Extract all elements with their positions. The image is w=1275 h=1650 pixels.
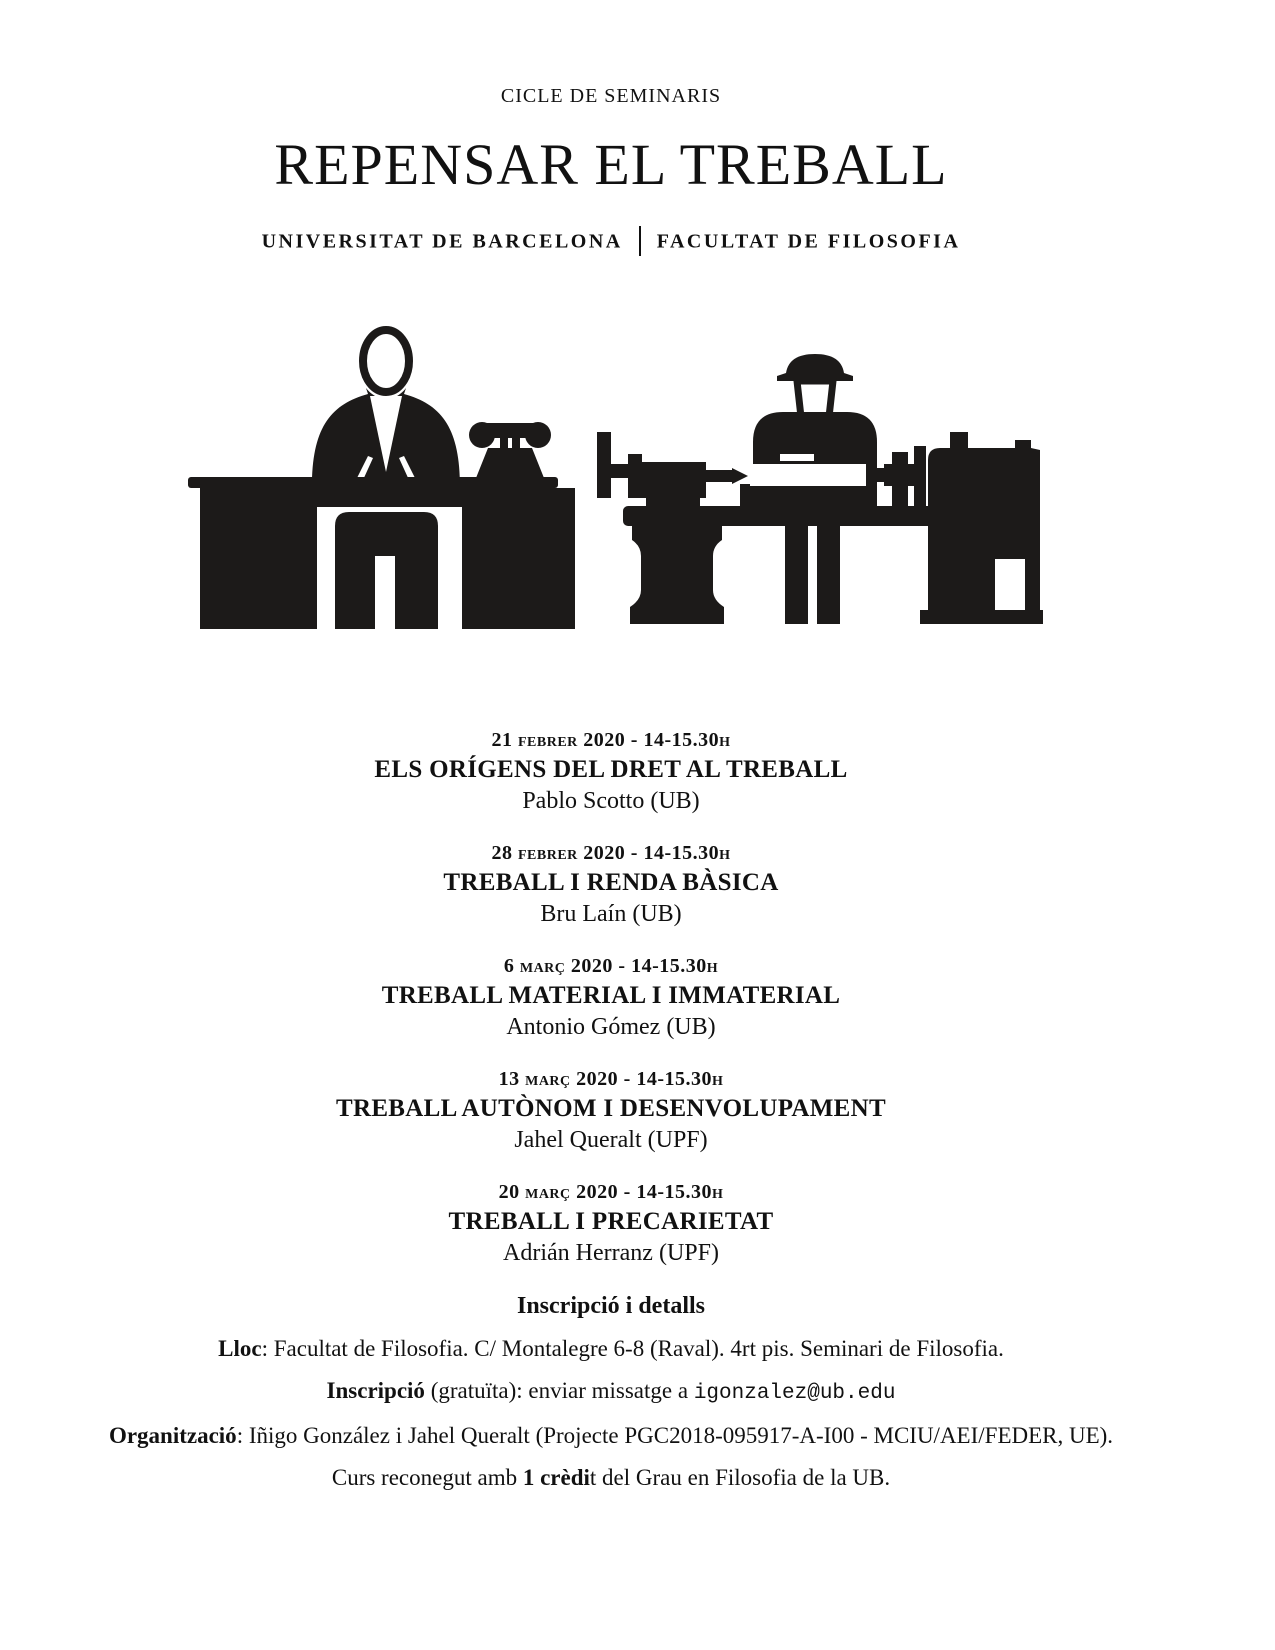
credit-post: t del Grau en Filosofia de la UB.	[589, 1465, 891, 1490]
organization-line	[0, 1422, 1222, 1450]
telephone-icon	[469, 422, 551, 478]
seminar-item	[0, 952, 1222, 1042]
credit-pre: Curs reconegut amb	[331, 1465, 523, 1490]
subtitle-university: UNIVERSITAT DE BARCELONA	[261, 230, 623, 253]
seminar-item	[0, 1178, 1222, 1268]
seminar-speaker: Adrián Herranz (UPF)	[503, 1240, 719, 1266]
registration-label: Inscripció	[326, 1378, 425, 1403]
organization-label: Organització	[108, 1423, 237, 1448]
seminar-title: TREBALL MATERIAL I IMMATERIAL	[381, 982, 841, 1009]
seminar-speaker: Bru Laín (UB)	[540, 901, 682, 927]
seminar-title: ELS ORÍGENS DEL DRET AL TREBALL	[374, 756, 848, 783]
credit-bold: 1 crèdi	[522, 1465, 590, 1490]
seminar-date: 21 febrer 2020 - 14-15.30h	[491, 729, 731, 751]
seminar-date: 20 març 2020 - 14-15.30h	[498, 1181, 724, 1203]
details-heading: Inscripció i detalls	[516, 1293, 705, 1319]
seminar-speaker: Jahel Queralt (UPF)	[514, 1127, 708, 1153]
desk-shape	[188, 477, 575, 629]
seminar-date: 13 març 2020 - 14-15.30h	[498, 1068, 724, 1090]
page-title: REPENSAR EL TREBALL	[274, 132, 948, 197]
seminar-title: TREBALL I RENDA BÀSICA	[443, 869, 779, 896]
seminar-item	[0, 1065, 1222, 1155]
registration-line	[0, 1377, 1222, 1408]
location-label: Lloc	[218, 1336, 262, 1361]
worker-desk-lathe-illustration	[180, 304, 1043, 630]
seminar-speaker: Pablo Scotto (UB)	[522, 788, 700, 814]
organization-text: : Iñigo González i Jahel Queralt (Projecte PGC2018-095917-A-I00 - MCIU/AEI/FEDER, UE).	[236, 1423, 1114, 1448]
man-at-desk-pictogram	[312, 330, 460, 482]
subtitle-faculty: FACULTAT DE FILOSOFIA	[656, 230, 961, 253]
registration-email: igonzalez@ub.edu	[693, 1382, 896, 1405]
location-line	[0, 1335, 1222, 1363]
credit-line	[0, 1464, 1222, 1492]
kicker: CICLE DE SEMINARIS	[500, 85, 722, 107]
seminar-item	[0, 726, 1222, 816]
subtitle	[0, 228, 1222, 258]
seminar-date: 28 febrer 2020 - 14-15.30h	[491, 842, 731, 864]
seminar-date: 6 març 2020 - 14-15.30h	[503, 955, 719, 977]
vertical-bar-divider	[639, 226, 641, 256]
registration-text: (gratuïta): enviar missatge a	[424, 1378, 694, 1403]
seminar-title: TREBALL AUTÒNOM I DESENVOLUPAMENT	[336, 1095, 886, 1122]
location-text: : Facultat de Filosofia. C/ Montalegre 6-8 (Raval). 4rt pis. Seminari de Filosofia.	[261, 1336, 1004, 1361]
seminar-list	[0, 726, 1222, 1268]
seminar-speaker: Antonio Gómez (UB)	[506, 1014, 716, 1040]
seminar-item	[0, 839, 1222, 929]
seminar-title: TREBALL I PRECARIETAT	[448, 1208, 774, 1235]
